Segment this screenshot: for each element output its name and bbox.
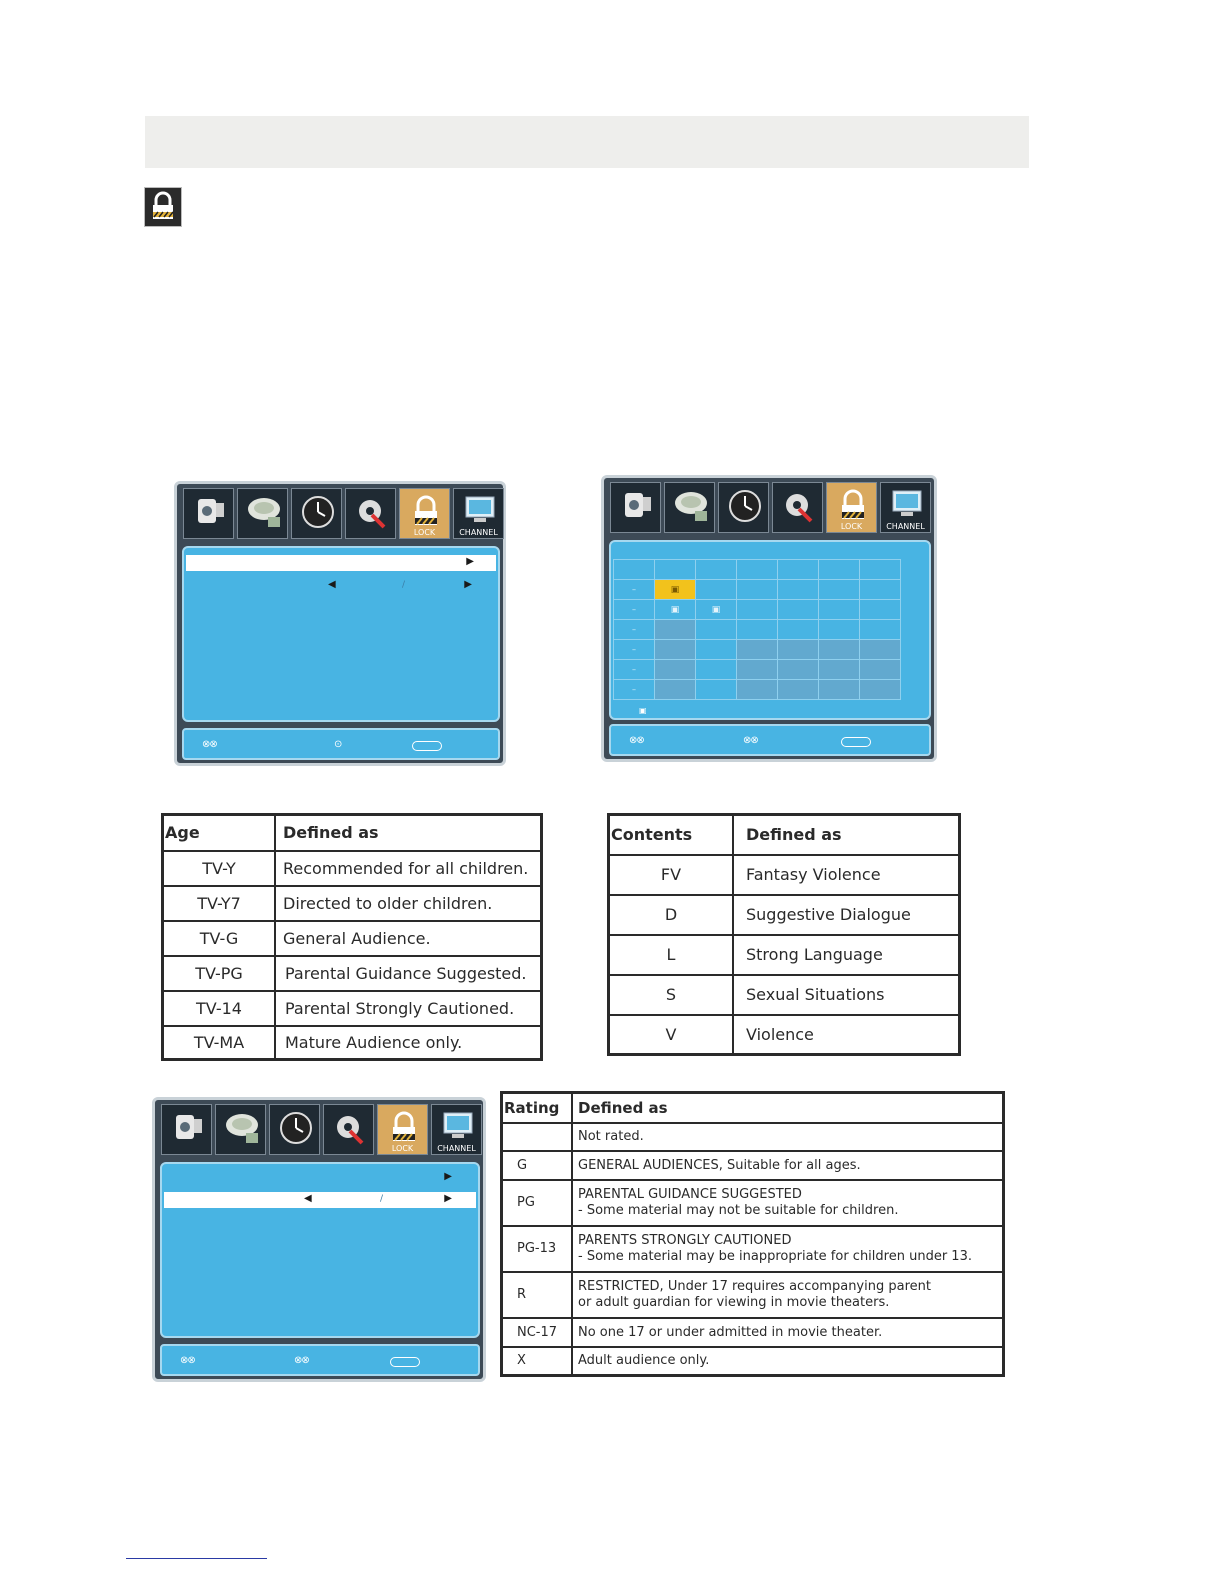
lock-legend-icon: ▣ — [639, 706, 647, 715]
grid-cell[interactable] — [778, 680, 819, 700]
section-header-bar — [145, 116, 1029, 168]
rating-cell: NC-17 — [502, 1318, 573, 1347]
grid-cell[interactable] — [696, 660, 737, 680]
tab-setup[interactable] — [772, 482, 823, 533]
definition-cell — [572, 1272, 1004, 1318]
definition-cell: GENERAL AUDIENCES, Suitable for all ages. — [572, 1151, 1004, 1180]
definition-line: PARENTAL GUIDANCE SUGGESTED — [578, 1186, 802, 1202]
right-arrow-icon: ▶ — [444, 1171, 452, 1182]
row-dash: – — [614, 680, 655, 700]
separator: / — [402, 580, 406, 590]
updown-icon: ⊗⊗ — [629, 735, 644, 746]
age-rating-table — [161, 813, 543, 1061]
row-dash: – — [614, 640, 655, 660]
time-icon — [298, 493, 338, 531]
lock-icon — [384, 1109, 424, 1147]
definition-cell: Not rated. — [572, 1123, 1004, 1151]
grid-cell[interactable] — [696, 580, 737, 600]
setup-icon — [330, 1109, 370, 1147]
right-arrow-icon: ▶ — [464, 579, 472, 590]
grid-cell[interactable] — [819, 640, 860, 660]
definition-cell: Mature Audience only. — [275, 1026, 542, 1060]
tab-channel[interactable] — [880, 482, 931, 533]
grid-cell[interactable] — [655, 620, 696, 640]
leftright-icon: ⊗⊗ — [743, 735, 758, 746]
tab-setup[interactable] — [345, 488, 396, 539]
lock-cell[interactable] — [655, 580, 696, 600]
grid-cell[interactable] — [737, 620, 778, 640]
tab-picture[interactable] — [183, 488, 234, 539]
age-cell: TV-Y7 — [163, 886, 276, 921]
rating-cell — [502, 1123, 573, 1151]
definition-cell: No one 17 or under admitted in movie theater. — [572, 1318, 1004, 1347]
definition-line: PARENTS STRONGLY CAUTIONED — [578, 1232, 792, 1248]
updown-icon: ⊗⊗ — [180, 1355, 195, 1366]
definition-cell: Adult audience only. — [572, 1347, 1004, 1376]
menu-row-highlighted[interactable] — [164, 1192, 476, 1208]
tab-sound[interactable] — [664, 482, 715, 533]
grid-cell[interactable] — [778, 580, 819, 600]
definition-line: RESTRICTED, Under 17 requires accompanying parent — [578, 1278, 931, 1294]
contents-header: Contents — [609, 815, 734, 855]
tab-sound[interactable] — [215, 1104, 266, 1155]
row-dash: – — [614, 620, 655, 640]
lock-menu-screen-2 — [601, 475, 937, 762]
menu-footer — [609, 724, 931, 756]
exit-button-icon — [412, 741, 442, 751]
contents-cell: L — [609, 935, 734, 975]
lock-icon: ▣ — [670, 604, 680, 615]
age-header: Age — [163, 815, 276, 851]
definition-cell: Sexual Situations — [733, 975, 960, 1015]
age-cell: TV-G — [163, 921, 276, 956]
tab-label: LOCK — [413, 528, 436, 537]
updown-icon: ⊗⊗ — [202, 739, 217, 750]
menu-panel — [182, 546, 500, 722]
tab-channel[interactable] — [431, 1104, 482, 1155]
tab-label: LOCK — [840, 522, 863, 531]
defined-as-header: Defined as — [275, 815, 542, 851]
grid-cell[interactable] — [860, 580, 901, 600]
time-icon — [725, 487, 765, 525]
menu-tab-row — [161, 1104, 482, 1155]
grid-cell[interactable] — [819, 580, 860, 600]
left-arrow-icon: ◀ — [304, 1193, 312, 1204]
rating-cell: R — [502, 1272, 573, 1318]
definition-cell: General Audience. — [275, 921, 542, 956]
tab-lock[interactable] — [377, 1104, 428, 1155]
row-dash: – — [614, 660, 655, 680]
rating-grid-panel — [609, 540, 931, 720]
grid-cell-locked[interactable] — [655, 600, 696, 620]
setup-icon — [779, 487, 819, 525]
row-dash: – — [614, 580, 655, 600]
menu-tab-row — [183, 488, 504, 539]
sound-icon — [244, 493, 284, 531]
definition-cell: Strong Language — [733, 935, 960, 975]
tab-label: CHANNEL — [459, 528, 498, 537]
grid-cell[interactable] — [819, 680, 860, 700]
menu-row-highlighted[interactable] — [186, 555, 496, 571]
grid-cell[interactable] — [696, 620, 737, 640]
grid-cell[interactable] — [819, 660, 860, 680]
grid-cell[interactable] — [778, 620, 819, 640]
tab-picture[interactable] — [161, 1104, 212, 1155]
grid-cell[interactable] — [655, 680, 696, 700]
grid-cell[interactable] — [737, 660, 778, 680]
definition-cell: Directed to older children. — [275, 886, 542, 921]
lock-icon — [144, 187, 182, 227]
definition-line: - Some material may be inappropriate for children under 13. — [578, 1248, 972, 1264]
channel-icon — [887, 487, 927, 525]
grid-cell[interactable] — [737, 680, 778, 700]
footer-rule — [126, 1558, 267, 1559]
grid-cell[interactable] — [655, 660, 696, 680]
tab-label: CHANNEL — [437, 1144, 476, 1153]
sound-icon — [671, 487, 711, 525]
definition-cell: Suggestive Dialogue — [733, 895, 960, 935]
grid-cell[interactable] — [696, 640, 737, 660]
right-arrow-icon: ▶ — [444, 1193, 452, 1204]
channel-icon — [438, 1109, 478, 1147]
picture-icon — [617, 487, 657, 525]
grid-cell[interactable] — [860, 600, 901, 620]
definition-cell — [572, 1226, 1004, 1272]
defined-as-header: Defined as — [572, 1093, 1004, 1123]
contents-cell: D — [609, 895, 734, 935]
grid-cell[interactable] — [819, 620, 860, 640]
tab-time[interactable] — [269, 1104, 320, 1155]
grid-cell-locked[interactable] — [696, 600, 737, 620]
tab-channel[interactable] — [453, 488, 504, 539]
grid-cell[interactable] — [778, 660, 819, 680]
menu-footer — [182, 728, 500, 760]
tab-label: LOCK — [391, 1144, 414, 1153]
contents-cell: FV — [609, 855, 734, 895]
lock-menu-screen-1 — [174, 481, 506, 766]
definition-cell — [572, 1180, 1004, 1226]
definition-line: or adult guardian for viewing in movie theaters. — [578, 1294, 890, 1310]
ok-icon: ⊙ — [334, 739, 342, 750]
menu-footer — [160, 1344, 480, 1376]
tab-time[interactable] — [718, 482, 769, 533]
grid-cell[interactable] — [860, 680, 901, 700]
tab-picture[interactable] — [610, 482, 661, 533]
time-icon — [276, 1109, 316, 1147]
menu-panel — [160, 1162, 480, 1338]
picture-icon — [190, 493, 230, 531]
age-cell: TV-14 — [163, 991, 276, 1026]
grid-cell[interactable] — [819, 600, 860, 620]
lock-menu-screen-3 — [152, 1097, 486, 1382]
right-arrow-icon: ▶ — [466, 556, 474, 567]
definition-cell: Parental Guidance Suggested. — [275, 956, 542, 991]
defined-as-header: Defined as — [733, 815, 960, 855]
exit-button-icon — [841, 737, 871, 747]
menu-tab-row — [610, 482, 931, 533]
channel-icon — [460, 493, 500, 531]
contents-table — [607, 813, 961, 1056]
menu-row[interactable] — [164, 1170, 476, 1186]
rating-cell: PG — [502, 1180, 573, 1226]
tab-time[interactable] — [291, 488, 342, 539]
contents-cell: V — [609, 1015, 734, 1055]
tab-sound[interactable] — [237, 488, 288, 539]
grid-cell[interactable] — [737, 640, 778, 660]
contents-cell: S — [609, 975, 734, 1015]
grid-cell[interactable] — [696, 680, 737, 700]
age-cell: TV-Y — [163, 851, 276, 886]
lock-icon: ▣ — [711, 604, 721, 615]
left-arrow-icon: ◀ — [328, 579, 336, 590]
menu-row[interactable] — [186, 578, 496, 594]
separator: / — [380, 1194, 384, 1204]
setup-icon — [352, 493, 392, 531]
grid-cell[interactable] — [860, 620, 901, 640]
picture-icon — [168, 1109, 208, 1147]
age-cell: TV-PG — [163, 956, 276, 991]
grid-cell[interactable] — [737, 600, 778, 620]
grid-cell[interactable] — [778, 600, 819, 620]
rating-cell: X — [502, 1347, 573, 1376]
rating-header: Rating — [502, 1093, 573, 1123]
lock-icon — [833, 487, 873, 525]
tab-lock[interactable] — [826, 482, 877, 533]
tab-setup[interactable] — [323, 1104, 374, 1155]
grid-cell[interactable] — [860, 640, 901, 660]
lock-icon — [406, 493, 446, 531]
definition-cell: Parental Strongly Cautioned. — [275, 991, 542, 1026]
definition-cell: Fantasy Violence — [733, 855, 960, 895]
definition-cell: Violence — [733, 1015, 960, 1055]
lock-icon: ▣ — [670, 584, 680, 595]
age-cell: TV-MA — [163, 1026, 276, 1060]
movie-rating-table — [500, 1091, 1005, 1377]
leftright-icon: ⊗⊗ — [294, 1355, 309, 1366]
grid-cell[interactable] — [778, 640, 819, 660]
tab-lock[interactable] — [399, 488, 450, 539]
grid-cell[interactable] — [737, 580, 778, 600]
definition-line: - Some material may not be suitable for children. — [578, 1202, 899, 1218]
rating-grid — [613, 559, 901, 700]
sound-icon — [222, 1109, 262, 1147]
rating-cell: G — [502, 1151, 573, 1180]
grid-cell[interactable] — [655, 640, 696, 660]
row-dash: – — [614, 600, 655, 620]
tab-label: CHANNEL — [886, 522, 925, 531]
rating-cell: PG-13 — [502, 1226, 573, 1272]
grid-cell[interactable] — [860, 660, 901, 680]
exit-button-icon — [390, 1357, 420, 1367]
definition-cell: Recommended for all children. — [275, 851, 542, 886]
